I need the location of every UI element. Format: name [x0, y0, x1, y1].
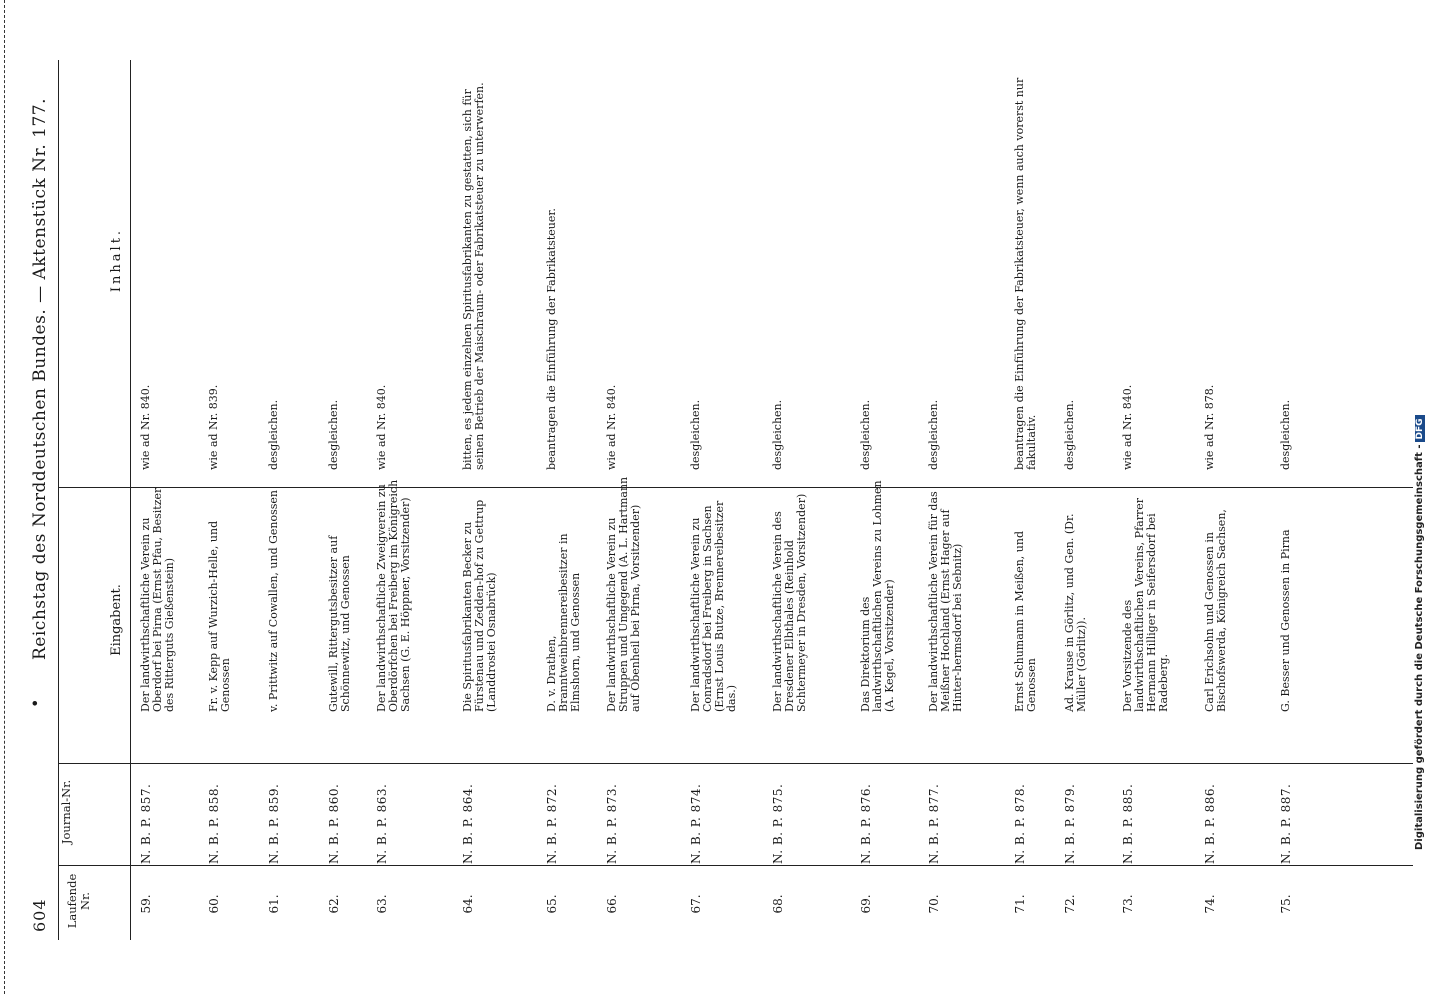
- row-inhalt: wie ad Nr. 878.: [1203, 384, 1216, 470]
- page-number: 604: [30, 898, 49, 932]
- table-header-rule: [130, 60, 131, 940]
- row-journal-nr: N. B. P. 857.: [139, 783, 153, 864]
- row-journal-nr: N. B. P. 858.: [207, 783, 221, 864]
- dfg-logo: DFG: [1415, 415, 1425, 442]
- row-eingabe: Die Spiritusfabrikanten Becker zu Fürstenau und Zedden-hof zu Gettrup (Landdrostei Osnabrück): [461, 499, 498, 712]
- row-inhalt: desgleichen.: [1063, 399, 1076, 470]
- row-eingabe: Der landwirthschaftliche Zweigverein zu Oberdörfchen bei Freiberg im Königreich Sachsen (G. E. Höppner, Vorsitzender): [375, 479, 412, 712]
- row-nr: 64.: [461, 894, 475, 914]
- column-header-inhalt: Inhalt.: [109, 227, 124, 293]
- row-inhalt: wie ad Nr. 839.: [207, 384, 220, 470]
- row-eingabe: Ernst Schumann in Meißen, und Genossen: [1013, 531, 1038, 712]
- row-eingabe: Fr. v. Kepp auf Wurzich-Helle, und Genossen: [207, 520, 232, 712]
- row-inhalt: desgleichen.: [927, 399, 940, 470]
- row-eingabe: Das Direktorium des landwirthschaftlichen Vereins zu Lohmen (A. Kegel, Vorsitzender): [859, 480, 896, 712]
- row-nr: 73.: [1121, 894, 1135, 914]
- row-journal-nr: N. B. P. 860.: [327, 783, 341, 864]
- row-eingabe: D. v. Drathen, Branntweinbrennereibesitzer in Elmshorn, und Genossen: [545, 533, 582, 712]
- row-nr: 72.: [1063, 894, 1077, 914]
- row-eingabe: Der landwirthschaftliche Verein des Dresdener Elbthales (Reinhold Schtermeyer in Dresden, Vorsitzender): [771, 493, 808, 712]
- row-nr: 59.: [139, 894, 153, 914]
- row-inhalt: desgleichen.: [771, 399, 784, 470]
- row-journal-nr: N. B. P. 874.: [689, 783, 703, 864]
- row-eingabe: Der landwirthschaftliche Verein zu Struppen und Umgegend (A. L. Hartmann auf Obenheil bei Pirna, Vorsitzender): [605, 476, 642, 712]
- column-header-journal: Journal-Nr.: [59, 779, 73, 845]
- row-eingabe: Carl Erichsohn und Genossen in Bischofswerda, Königreich Sachsen,: [1203, 509, 1228, 712]
- row-nr: 62.: [327, 894, 341, 914]
- row-journal-nr: N. B. P. 859.: [267, 783, 281, 864]
- row-eingabe: v. Prittwitz auf Cowallen, und Genossen: [267, 489, 280, 712]
- row-inhalt: beantragen die Einführung der Fabrikatsteuer.: [545, 208, 558, 470]
- row-eingabe: G. Besser und Genossen in Pirna: [1279, 529, 1292, 712]
- row-journal-nr: N. B. P. 863.: [375, 783, 389, 864]
- row-inhalt: wie ad Nr. 840.: [1121, 384, 1134, 470]
- dfg-attribution-text: Digitalisierung gefördert durch die Deutsche Forschungsgemeinschaft -: [1414, 444, 1425, 850]
- row-inhalt: desgleichen.: [689, 399, 702, 470]
- row-nr: 60.: [207, 894, 221, 914]
- row-inhalt: wie ad Nr. 840.: [605, 384, 618, 470]
- row-nr: 75.: [1279, 894, 1293, 914]
- row-eingabe: Der landwirthschaftliche Verein für das Meißner Hochland (Ernst Hager auf Hinter-hermsdorf bei Sebnitz): [927, 491, 964, 712]
- row-journal-nr: N. B. P. 876.: [859, 783, 873, 864]
- row-inhalt: desgleichen.: [1279, 399, 1292, 470]
- column-header-nr: Laufende Nr.: [65, 873, 92, 929]
- row-journal-nr: N. B. P. 879.: [1063, 783, 1077, 864]
- row-eingabe: Der landwirthschaftliche Verein zu Conradsdorf bei Freiberg in Sachsen (Ernst Louis Butze, Brennereibesitzer das.): [689, 500, 738, 712]
- row-nr: 63.: [375, 894, 389, 914]
- row-journal-nr: N. B. P. 878.: [1013, 783, 1027, 864]
- row-nr: 61.: [267, 894, 281, 914]
- row-nr: 74.: [1203, 894, 1217, 914]
- column-header-eingabe: Eingabent.: [109, 584, 124, 656]
- row-journal-nr: N. B. P. 885.: [1121, 783, 1135, 864]
- row-inhalt: desgleichen.: [859, 399, 872, 470]
- row-nr: 67.: [689, 894, 703, 914]
- column-divider-nr: [58, 865, 1413, 866]
- row-inhalt: desgleichen.: [267, 399, 280, 470]
- row-nr: 66.: [605, 894, 619, 914]
- row-nr: 71.: [1013, 894, 1027, 914]
- row-eingabe: Ad. Krause in Görlitz, und Gen. (Dr. Müller (Görlitz)).: [1063, 513, 1088, 712]
- row-journal-nr: N. B. P. 873.: [605, 783, 619, 864]
- row-nr: 68.: [771, 894, 785, 914]
- dfg-attribution: [1414, 415, 1425, 850]
- row-eingabe: Gutewill, Rittergutsbesitzer auf Schönnewitz, und Genossen: [327, 535, 352, 712]
- header-bullet: •: [26, 698, 45, 708]
- row-eingabe: Der landwirthschaftliche Verein zu Oberdorf bei Pirna (Ernst Pfau, Besitzer des Ritterguts Gießenstein): [139, 487, 176, 712]
- page-title: Reichstag des Norddeutschen Bundes. — Aktenstück Nr. 177.: [30, 98, 50, 660]
- row-journal-nr: N. B. P. 872.: [545, 783, 559, 864]
- row-journal-nr: N. B. P. 864.: [461, 783, 475, 864]
- row-inhalt: wie ad Nr. 840.: [375, 384, 388, 470]
- row-inhalt: wie ad Nr. 840.: [139, 384, 152, 470]
- row-journal-nr: N. B. P. 886.: [1203, 783, 1217, 864]
- row-journal-nr: N. B. P. 887.: [1279, 783, 1293, 864]
- row-nr: 70.: [927, 894, 941, 914]
- top-dashed-rule: [4, 0, 5, 994]
- row-nr: 69.: [859, 894, 873, 914]
- row-journal-nr: N. B. P. 877.: [927, 783, 941, 864]
- row-inhalt: beantragen die Einführung der Fabrikatsteuer, wenn auch vorerst nur fakultativ.: [1013, 77, 1038, 470]
- row-nr: 65.: [545, 894, 559, 914]
- row-inhalt: bitten, es jedem einzelnen Spiritusfabrikanten zu gestatten, sich für seinen Betrieb der Maischraum- oder Fabrikatsteuer zu unterwerfen.: [461, 82, 486, 470]
- row-journal-nr: N. B. P. 875.: [771, 783, 785, 864]
- row-eingabe: Der Vorsitzende des landwirthschaftlichen Vereins, Pfarrer Hermann Hilliger in Seifersdorf bei Radeberg.: [1121, 498, 1170, 712]
- row-inhalt: desgleichen.: [327, 399, 340, 470]
